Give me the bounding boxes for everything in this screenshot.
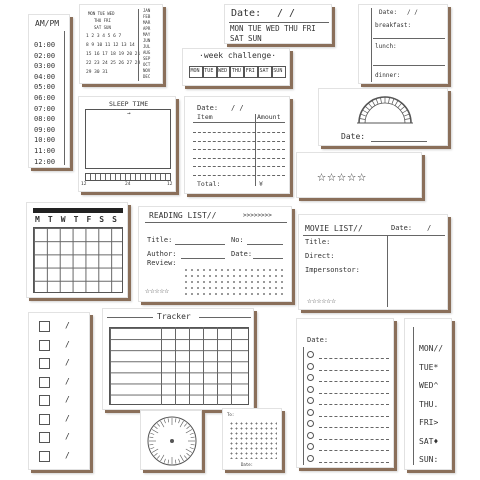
weekday-item: MON// <box>419 344 444 353</box>
gauge-tick <box>405 118 411 119</box>
time-item: 12:00 <box>34 157 56 166</box>
reading-list-stamp <box>138 206 292 302</box>
dial-tick <box>175 418 176 422</box>
movie-date-slash: / <box>427 224 432 232</box>
tracker-column-line <box>189 327 190 405</box>
gauge-icon <box>319 89 448 146</box>
todo-line <box>319 381 389 382</box>
todo-circle <box>307 351 314 358</box>
tracker-grid <box>109 327 249 405</box>
time-item: 09:00 <box>34 125 56 134</box>
monthly-day-label: T <box>47 215 53 224</box>
tracker-stamp <box>102 308 254 410</box>
weekday-item: WED^ <box>419 381 439 390</box>
dial-tick <box>191 444 195 445</box>
tracker-title: Tracker <box>157 312 191 321</box>
reading-stars: ☆☆☆☆☆ <box>145 286 170 295</box>
calendar-month: JUL <box>143 44 151 49</box>
todo-line <box>319 404 389 405</box>
checklist-slash: / <box>65 339 70 349</box>
movie-impersonator-label: Impersonstor: <box>305 266 360 274</box>
calendar-month: JAN <box>143 8 151 13</box>
checkbox <box>39 340 50 351</box>
dial-tick <box>180 421 184 427</box>
calendar-weekdays: MON TUE WED <box>88 11 115 16</box>
todo-circle <box>307 455 314 462</box>
gauge-tick <box>402 110 407 113</box>
movie-title: MOVIE LIST// <box>305 224 363 233</box>
challenge-day-label: SAT <box>259 68 269 74</box>
dial-stamp <box>140 410 202 470</box>
calendar-weekdays-2: THU FRI <box>94 18 111 23</box>
gauge-tick <box>359 118 365 119</box>
calendar-row: 29 30 31 <box>86 70 108 75</box>
meal-plan-stamp <box>358 4 448 84</box>
dial-icon <box>141 411 202 470</box>
small-grid-top: To: <box>227 412 235 417</box>
todo-line <box>319 393 389 394</box>
weekday-item: SUN: <box>419 455 439 464</box>
sleep-time-stamp <box>78 96 176 192</box>
week-challenge-title: ·week challenge· <box>199 51 277 60</box>
dial-tick <box>184 423 187 426</box>
sleep-arrow: → <box>127 110 131 117</box>
calendar-month: OCT <box>143 62 151 67</box>
checklist-slash: / <box>65 413 70 423</box>
dial-tick <box>178 459 179 463</box>
todo-circle <box>307 374 314 381</box>
dial-tick <box>186 449 192 453</box>
calendar-month: APR <box>143 26 151 31</box>
movie-stars: ☆☆☆☆☆☆ <box>307 296 336 305</box>
item-label: Item <box>197 113 213 121</box>
challenge-day-label: FRI <box>245 68 255 74</box>
small-grid-stamp <box>222 408 282 470</box>
calendar-row: 8 9 10 11 12 13 14 <box>86 43 135 48</box>
date-slashes: / / <box>277 8 296 19</box>
rating-stars: ☆☆☆☆☆ <box>317 167 368 185</box>
sleep-box <box>85 109 171 169</box>
calendar-stamp <box>79 4 163 84</box>
sleep-title: SLEEP TIME <box>109 100 149 108</box>
movie-title-label: Title: <box>305 238 331 246</box>
reading-arrows: >>>>>>>> <box>243 212 272 219</box>
expense-line <box>193 141 285 142</box>
total-label: Total: <box>197 180 221 188</box>
gauge-tick <box>404 114 410 116</box>
dial-tick <box>154 453 157 456</box>
expense-line <box>193 158 285 159</box>
calendar-month: DEC <box>143 74 151 79</box>
time-item: 08:00 <box>34 115 56 124</box>
challenge-day-label: THU <box>231 68 241 74</box>
challenge-day-label: SUN <box>273 68 283 74</box>
time-item: 05:00 <box>34 83 56 92</box>
date-label: Date: <box>231 8 262 19</box>
time-item: 06:00 <box>34 94 56 102</box>
tracker-column-line <box>161 327 162 405</box>
calendar-month: JUN <box>143 38 151 43</box>
calendar-month: SEP <box>143 56 151 61</box>
sleep-tick-1: 12 <box>81 182 87 187</box>
checklist-slash: / <box>65 376 70 386</box>
weekday-list-stamp <box>404 318 452 470</box>
currency-label: ¥ <box>259 180 263 188</box>
calendar-row: 1 2 3 4 5 6 7 <box>86 34 122 39</box>
checkbox <box>39 414 50 425</box>
sleep-scale <box>85 173 171 181</box>
monthly-day-label: W <box>60 215 66 224</box>
reading-review-label: Review: <box>147 259 177 267</box>
checkbox <box>39 358 50 369</box>
dial-tick <box>178 419 179 423</box>
tracker-column-line <box>231 327 232 405</box>
time-item: 11:00 <box>34 147 56 155</box>
dial-tick <box>161 455 165 461</box>
todo-line <box>319 416 389 417</box>
checkbox <box>39 321 50 332</box>
todo-circle <box>307 397 314 404</box>
calendar-month: AUG <box>143 50 151 55</box>
todo-line <box>319 370 389 371</box>
dial-tick <box>157 423 160 426</box>
calendar-month: NOV <box>143 68 151 73</box>
time-item: 02:00 <box>34 51 56 60</box>
calendar-row: 15 16 17 18 19 20 21 <box>86 52 141 57</box>
todo-line <box>319 427 389 428</box>
dial-tick <box>187 453 190 456</box>
expense-line <box>193 132 285 133</box>
challenge-day-label: TUE <box>204 68 214 74</box>
movie-direct-label: Direct: <box>305 252 335 260</box>
dial-tick <box>157 456 160 459</box>
time-schedule-stamp <box>28 14 70 168</box>
dial-tick <box>180 455 184 461</box>
challenge-day-label: MON <box>190 68 200 74</box>
checkbox <box>39 432 50 443</box>
todo-line <box>319 358 389 359</box>
time-item: 03:00 <box>34 62 56 71</box>
todo-circle <box>307 409 314 416</box>
todo-line <box>319 450 389 451</box>
dial-tick <box>164 459 165 463</box>
monthly-day-label: M <box>35 215 40 224</box>
gauge-stamp <box>318 88 448 146</box>
weekday-item: SAT♦ <box>419 436 439 446</box>
dial-tick <box>161 421 165 427</box>
time-item: 07:00 <box>34 104 56 113</box>
tracker-column-line <box>175 327 176 405</box>
calendar-month: FEB <box>143 14 151 19</box>
star-rating-stamp <box>296 152 422 198</box>
meal-date-slashes: / / <box>407 9 418 16</box>
dial-tick <box>191 437 195 438</box>
gauge-tick <box>362 110 367 113</box>
dial-tick <box>187 426 190 429</box>
expense-line <box>193 166 285 167</box>
tracker-column-line <box>203 327 204 405</box>
gauge-tick <box>392 99 394 105</box>
todo-circle <box>307 443 314 450</box>
dial-tick <box>190 433 194 434</box>
date-week-stamp <box>224 4 332 44</box>
checklist-slash: / <box>65 358 70 367</box>
time-item: 10:00 <box>34 136 56 145</box>
todo-circle <box>307 363 314 370</box>
small-dot-grid <box>229 421 277 459</box>
reading-no-label: No: <box>231 236 244 244</box>
monthly-grid <box>33 227 123 293</box>
reading-author-label: Author: <box>147 250 177 258</box>
dial-tick <box>149 444 153 445</box>
reading-date-label: Date: <box>231 250 253 258</box>
dial-tick <box>168 460 169 464</box>
monthly-day-label: S <box>112 215 117 224</box>
breakfast-label: breakfast: <box>375 22 412 29</box>
gauge-tick <box>380 97 381 103</box>
checklist-slash: / <box>65 450 70 460</box>
gauge-tick <box>388 97 389 103</box>
gauge-tick <box>395 100 398 105</box>
dial-tick <box>150 447 154 448</box>
challenge-day-label: WED <box>218 68 228 74</box>
monthly-grid-stamp <box>26 202 128 298</box>
checkbox <box>39 377 50 388</box>
expense-line <box>193 175 285 176</box>
movie-list-stamp <box>298 214 448 310</box>
dial-tick <box>150 433 154 434</box>
gauge-tick <box>368 103 372 108</box>
todo-circle <box>307 386 314 393</box>
monthly-header-bar <box>33 208 123 213</box>
todo-circle <box>307 432 314 439</box>
weekday-item: TUE* <box>419 362 439 372</box>
week-line-2: SAT SUN <box>230 34 262 43</box>
reading-dot-grid <box>183 267 285 297</box>
dial-tick <box>164 419 165 423</box>
checklist-stamp <box>28 312 90 470</box>
calendar-month: MAY <box>143 32 151 37</box>
expense-date-slashes: / / <box>231 104 244 112</box>
expense-stamp <box>184 96 290 194</box>
gauge-tick <box>376 99 378 105</box>
expense-line <box>193 149 285 150</box>
lunch-label: lunch: <box>375 43 397 50</box>
dial-tick <box>190 447 194 448</box>
amount-label: Amount <box>257 113 281 121</box>
gauge-date-label: Date: <box>341 132 366 141</box>
checkbox <box>39 395 50 406</box>
time-item: 04:00 <box>34 72 56 81</box>
todo-line <box>319 462 389 463</box>
ampm-label: AM/PM <box>35 19 60 28</box>
checkbox <box>39 451 50 462</box>
gauge-tick <box>372 100 375 105</box>
time-item: 01:00 <box>34 41 56 49</box>
dial-tick <box>184 456 187 459</box>
todo-circle <box>307 420 314 427</box>
gauge-tick <box>361 114 367 116</box>
dinner-label: dinner: <box>375 72 401 79</box>
todo-stamp <box>296 318 394 468</box>
monthly-day-label: S <box>99 215 105 224</box>
week-challenge-stamp <box>182 48 290 86</box>
reading-title-label: Title: <box>147 236 173 244</box>
dial-tick <box>175 460 176 464</box>
gauge-tick <box>365 106 370 110</box>
meal-date-label: Date: <box>379 9 398 16</box>
gauge-tick <box>398 103 402 108</box>
weekday-item: THU. <box>419 399 439 409</box>
checklist-slash: / <box>65 395 70 404</box>
dial-tick <box>149 437 153 438</box>
monthly-day-label: T <box>73 215 79 224</box>
reading-title: READING LIST// <box>149 211 217 220</box>
movie-date-label: Date: <box>391 224 413 232</box>
todo-line <box>319 439 389 440</box>
week-line-1: MON TUE WED THU FRI <box>230 24 316 33</box>
calendar-row: 22 23 24 25 26 27 28 <box>86 61 141 66</box>
dial-tick <box>154 426 157 429</box>
tracker-column-line <box>217 327 218 405</box>
dial-tick <box>168 418 169 422</box>
dial-tick <box>186 430 192 434</box>
calendar-month: MAR <box>143 20 151 25</box>
dial-tick <box>152 449 158 453</box>
expense-date-label: Date: <box>197 104 219 112</box>
small-grid-bottom: Date: <box>241 462 254 467</box>
monthly-day-label: F <box>86 215 92 224</box>
calendar-weekdays-3: SAT SUN <box>94 25 111 30</box>
todo-date-label: Date: <box>307 336 329 344</box>
weekday-item: FRI> <box>419 418 439 427</box>
checklist-slash: / <box>65 432 70 441</box>
dial-tick <box>152 430 158 434</box>
sleep-tick-2: 24 <box>125 182 131 187</box>
sleep-tick-3: 12 <box>167 182 173 187</box>
gauge-tick <box>400 106 405 110</box>
checklist-slash: / <box>65 321 70 330</box>
